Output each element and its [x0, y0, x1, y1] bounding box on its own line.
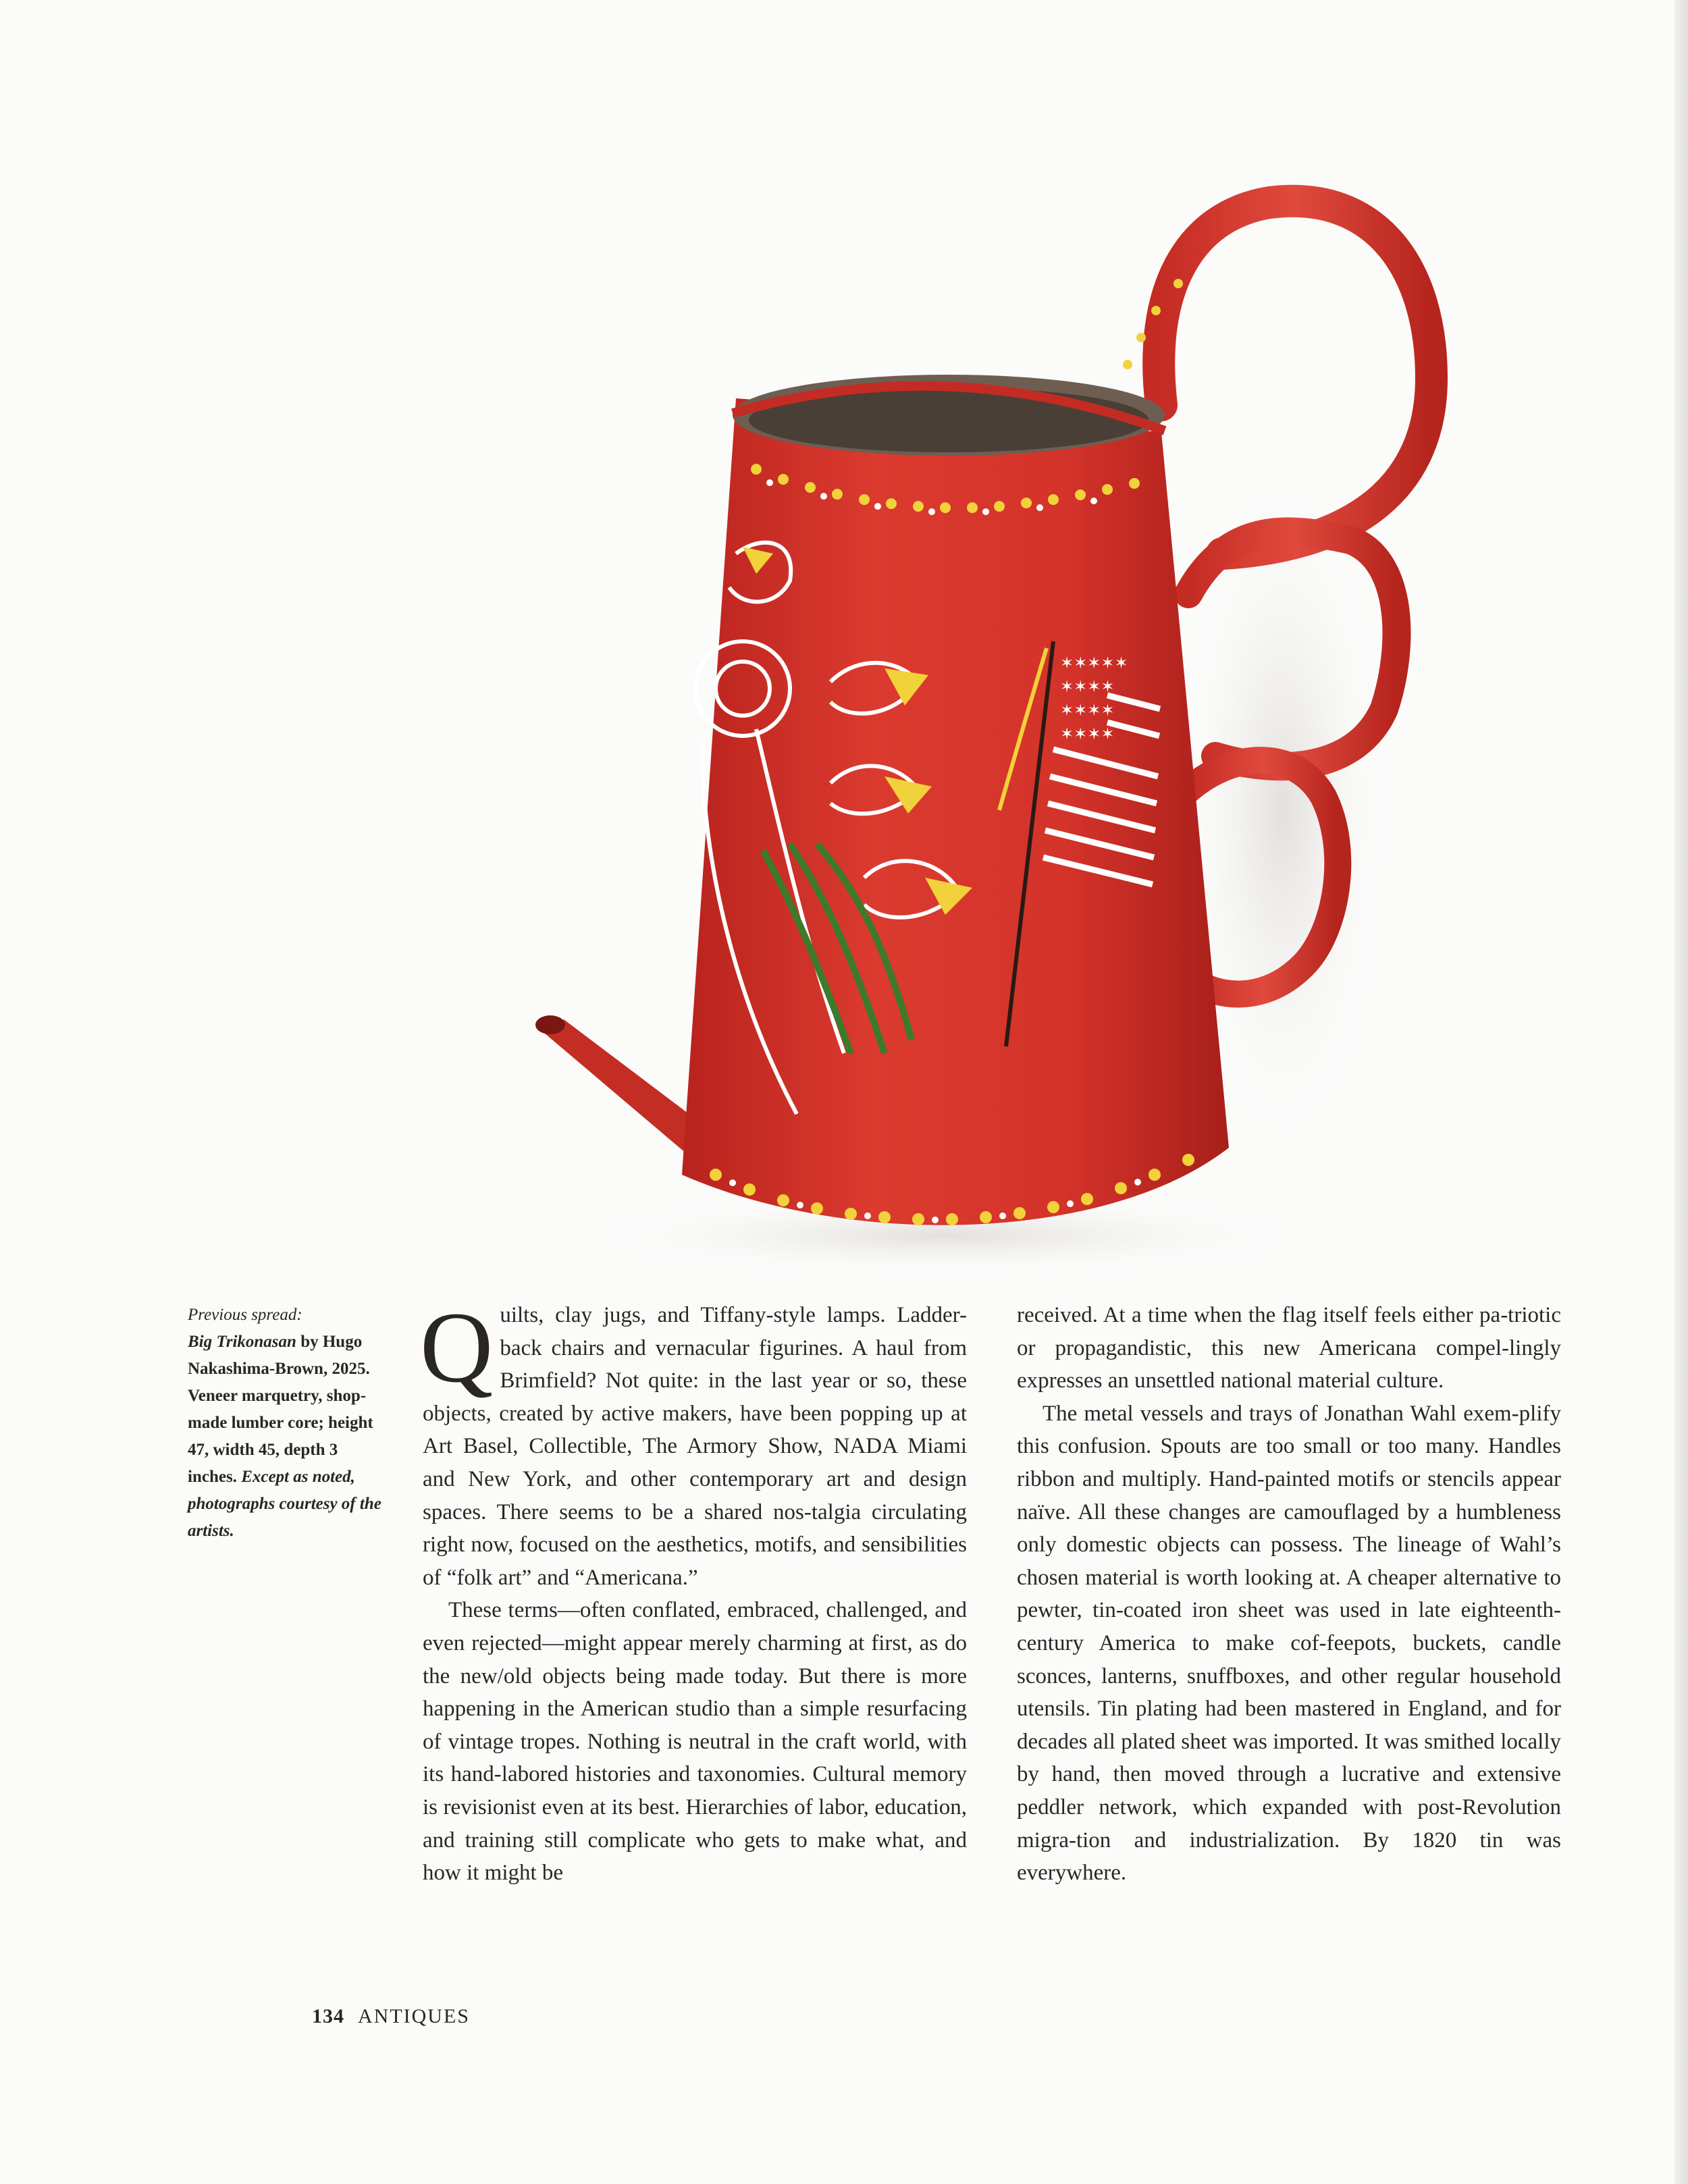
- page-number: 134: [312, 2005, 344, 2027]
- article-column-2: [1017, 1299, 1561, 1890]
- caption-note: Except as noted, photographs courtesy of the artists.: [188, 1468, 381, 1540]
- caption-work-title: Big Trikonasan: [188, 1333, 296, 1351]
- article-paragraph: received. At a time when the flag itself feels either pa-triotic or propagandistic, this new Americana compel-lingly expresses an unsettled national material culture.: [1017, 1303, 1561, 1393]
- article-paragraph: The metal vessels and trays of Jonathan Wahl exem-plify this confusion. Spouts are too small or too many. Handles ribbon and multiply. Hand-painted motifs or stencils appear naïve. All these changes are camouflaged by a humbleness only domestic objects can possess. The lineage of Wahl’s chosen material is worth looking at. A cheaper alternative to pewter, tin-coated iron sheet was used in late eighteenth-century America to make cof-feepots, buckets, candle sconces, lanterns, snuffboxes, and other regular household utensils. Tin plating had been mastered in England, and for decades all plated sheet was imported. It was smithed locally by hand, then moved through a lucrative and extensive peddler network, which expanded with post-Revolution migra-tion and industrialization. By 1820 tin was everywhere.: [1017, 1401, 1561, 1886]
- svg-text:✶✶✶✶✶: ✶✶✶✶✶: [1060, 654, 1128, 672]
- magazine-name: ANTIQUES: [358, 2005, 470, 2027]
- pitcher-body: [682, 398, 1229, 1225]
- caption-lead: Previous spread:: [188, 1306, 302, 1324]
- page-footer: [312, 2005, 470, 2028]
- svg-text:✶✶✶✶: ✶✶✶✶: [1060, 701, 1115, 720]
- svg-text:✶✶✶✶: ✶✶✶✶: [1060, 677, 1115, 696]
- article-paragraph: These terms—often conflated, embraced, challenged, and even rejected—might appear merely charming at first, as do the new/old objects being made today. But there is more happening in the American studio than a simple resurfacing of vintage tropes. Nothing is neutral in the craft world, with its hand-labored histories and taxonomies. Cultural memory is revisionist even at its best. Hierarchies of labor, education, and training still complicate who gets to make what, and how it might be: [423, 1598, 967, 1886]
- article-paragraph-text: uilts, clay jugs, and Tiffany-style lamps. Ladder-back chairs and vernacular figurines. A haul from Brimfield? Not quite: in the last year or so, these objects, created by active makers, have been popping up at Art Basel, Collectible, The Armory Show, NADA Miami and New York, and other contemporary art and design spaces. There seems to be a shared nos-talgia circulating right now, focused on the aesthetics, motifs, and sensibilities of “folk art” and “Americana.”: [423, 1303, 967, 1590]
- article-paragraph: [420, 1291, 967, 1594]
- article-column-1: [420, 1291, 967, 1890]
- drop-cap: Q: [420, 1291, 494, 1404]
- photo-caption: [188, 1302, 390, 1545]
- svg-text:✶✶✶✶: ✶✶✶✶: [1060, 724, 1115, 743]
- caption-details: by Hugo Nakashima-Brown, 2025. Veneer marquetry, shop-made lumber core; height 47, width 45, depth 3 inches.: [188, 1333, 373, 1486]
